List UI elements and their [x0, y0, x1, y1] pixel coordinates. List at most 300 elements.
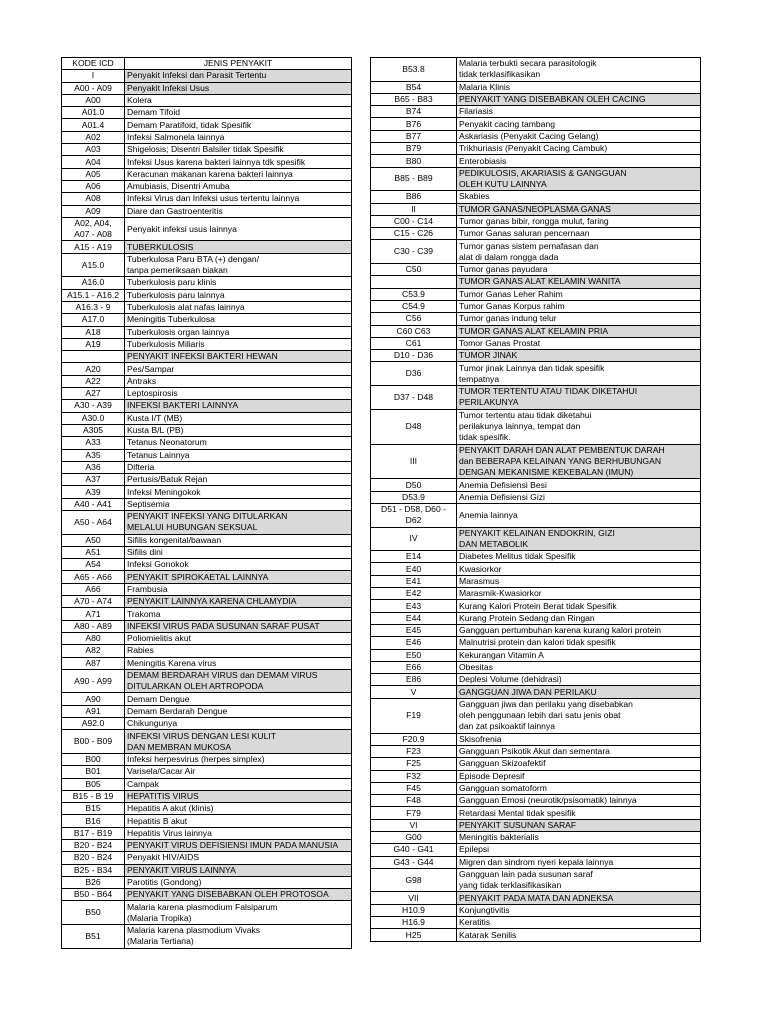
disease-name-cell: Kwasiorkor [457, 563, 701, 575]
disease-name-cell: HEPATITIS VIRUS [125, 790, 352, 802]
disease-name-cell: Diabetes Melitus tidak Spesifik [457, 551, 701, 563]
icd-code-cell: C00 - C14 [371, 215, 457, 227]
icd-code-cell: C61 [371, 337, 457, 349]
icd-code-cell: F79 [371, 807, 457, 819]
disease-name-cell: Katarak Senilis [457, 929, 701, 941]
table-row [62, 778, 352, 790]
disease-name-cell: TUMOR GANAS ALAT KELAMIN WANITA [457, 276, 701, 288]
table-row [62, 314, 352, 326]
icd-code-cell: A30.0 [62, 412, 125, 424]
table-row [62, 693, 352, 705]
section-row [62, 241, 352, 253]
disease-name-cell: Varisela/Cacar Air [125, 766, 352, 778]
icd-code-cell: A20 [62, 363, 125, 375]
disease-name-cell: PENYAKIT VIRUS LAINNYA [125, 864, 352, 876]
table-row [371, 155, 701, 167]
disease-name-cell: GANGGUAN JIWA DAN PERILAKU [457, 686, 701, 698]
section-row [371, 444, 701, 479]
table-row [62, 338, 352, 350]
icd-code-cell: A91 [62, 705, 125, 717]
icd-code-cell: B20 - B24 [62, 840, 125, 852]
disease-name-cell: PENYAKIT PADA MATA DAN ADNEKSA [457, 892, 701, 904]
icd-code-cell: G98 [371, 868, 457, 892]
disease-name-cell: PEDIKULOSIS, AKARIASIS & GANGGUAN OLEH KUTU LAINNYA [457, 167, 701, 191]
icd-code-cell: H25 [371, 929, 457, 941]
icd-code-cell: A01.0 [62, 107, 125, 119]
disease-name-cell: Gangguan lain pada susunan saraf yang tidak terklasifikasikan [457, 868, 701, 892]
table-row [62, 449, 352, 461]
icd-code-cell: B15 [62, 803, 125, 815]
icd-code-cell: A16.0 [62, 277, 125, 289]
table-row [62, 486, 352, 498]
disease-name-cell: Obesitas [457, 661, 701, 673]
table-row [371, 733, 701, 745]
disease-name-cell: Episode Depresif [457, 770, 701, 782]
icd-code-cell: A02 [62, 131, 125, 143]
table-row [371, 745, 701, 757]
icd-code-cell: A17.0 [62, 314, 125, 326]
table-row [371, 191, 701, 203]
section-row [371, 93, 701, 105]
icd-code-cell: A04 [62, 156, 125, 168]
disease-name-cell: Infeksi Gonokok [125, 559, 352, 571]
icd-code-cell: A66 [62, 583, 125, 595]
disease-name-cell: Penyakit Infeksi Usus [125, 82, 352, 94]
disease-name-cell: PENYAKIT INFEKSI BAKTERI HEWAN [125, 351, 352, 363]
icd-code-cell: A27 [62, 388, 125, 400]
disease-name-cell: Tumor jinak Lainnya dan tidak spesifik tempatnya [457, 362, 701, 386]
icd-code-cell: A50 - A64 [62, 510, 125, 534]
disease-name-cell: Tumor ganas payudara [457, 264, 701, 276]
icd-code-cell: B50 [62, 901, 125, 925]
section-row [62, 790, 352, 802]
icd-code-cell: F23 [371, 745, 457, 757]
icd-code-cell: A33 [62, 437, 125, 449]
disease-name-cell: Tumor ganas sistem pernafasan dan alat di dalam rongga dada [457, 240, 701, 264]
table-row [371, 143, 701, 155]
disease-name-cell: TUMOR GANAS/NEOPLASMA GANAS [457, 203, 701, 215]
icd-code-cell: A03 [62, 144, 125, 156]
table-row [62, 461, 352, 473]
table-row [371, 795, 701, 807]
disease-name-cell: Chikungunya [125, 718, 352, 730]
table-row [62, 583, 352, 595]
table-row [62, 412, 352, 424]
table-row [371, 917, 701, 929]
section-row [62, 351, 352, 363]
icd-code-cell: A71 [62, 608, 125, 620]
table-row [371, 362, 701, 386]
disease-name-cell: Diare dan Gastroenteritis [125, 205, 352, 217]
table-row [371, 81, 701, 93]
disease-name-cell: Marasmus [457, 575, 701, 587]
icd-code-cell: A80 [62, 632, 125, 644]
table-row [371, 868, 701, 892]
disease-name-cell: PENYAKIT YANG DISEBABKAN OLEH PROTOSOA [125, 889, 352, 901]
disease-name-cell: Filariasis [457, 106, 701, 118]
disease-name-cell: Tumor ganas bibir, rongga mulut, faring [457, 215, 701, 227]
icd-code-cell: B86 [371, 191, 457, 203]
icd-code-cell: A90 [62, 693, 125, 705]
disease-name-cell: Tuberkulosis paru klinis [125, 277, 352, 289]
section-row [62, 889, 352, 901]
icd-code-cell: A09 [62, 205, 125, 217]
disease-name-cell: Septisemia [125, 498, 352, 510]
disease-name-cell: Campak [125, 778, 352, 790]
table-row [371, 661, 701, 673]
table-row [371, 288, 701, 300]
disease-name-cell: Gangguan pertumbuhan karena kurang kalori protein [457, 624, 701, 636]
icd-code-cell: C15 - C26 [371, 228, 457, 240]
icd-code-cell: D36 [371, 362, 457, 386]
disease-name-cell: Penyakit infeksi usus lainnya [125, 217, 352, 241]
table-row [62, 546, 352, 558]
table-row [371, 588, 701, 600]
disease-name-cell: Demam Paratifoid, tidak Spesifik [125, 119, 352, 131]
disease-name-cell: Tetanus Lainnya [125, 449, 352, 461]
table-row [371, 313, 701, 325]
table-row [371, 106, 701, 118]
table-row [371, 624, 701, 636]
icd-code-cell: B17 - B19 [62, 827, 125, 839]
table-row [371, 612, 701, 624]
icd-code-cell: F45 [371, 782, 457, 794]
table-row [62, 301, 352, 313]
disease-name-cell: Deplesi Volume (dehidrasi) [457, 674, 701, 686]
icd-code-cell: A15 - A19 [62, 241, 125, 253]
disease-name-cell: Tuberkulosis Miliaris [125, 338, 352, 350]
table-row [62, 498, 352, 510]
icd-table-right [370, 57, 701, 942]
table-row [371, 551, 701, 563]
table-row [62, 156, 352, 168]
icd-code-cell: B53.8 [371, 58, 457, 82]
disease-name-cell: Poliomielitis akut [125, 632, 352, 644]
table-row [371, 264, 701, 276]
table-row [371, 929, 701, 941]
disease-name-cell: Retardasi Mental tidak spesifik [457, 807, 701, 819]
disease-name-cell: Kusta B/L (PB) [125, 424, 352, 436]
disease-name-cell: Malaria karena plasmodium Falsiparum (Malaria Tropika) [125, 901, 352, 925]
disease-name-cell: Malaria terbukti secara parasitologik tidak terklasifikasikan [457, 58, 701, 82]
table-row [62, 217, 352, 241]
section-row [62, 620, 352, 632]
disease-name-cell: Demam Dengue [125, 693, 352, 705]
disease-name-cell: Tumor tertentu atau tidak diketahui perilakunya lainnya, tempat dan tidak spesifik. [457, 409, 701, 444]
table-row [62, 168, 352, 180]
disease-name-cell: TUMOR GANAS ALAT KELAMIN PRIA [457, 325, 701, 337]
icd-code-cell: B20 - B24 [62, 852, 125, 864]
icd-code-cell: G40 - G41 [371, 844, 457, 856]
section-row [371, 892, 701, 904]
table-row [62, 901, 352, 925]
table-row [371, 674, 701, 686]
icd-code-cell: D37 - D48 [371, 386, 457, 410]
table-row [62, 94, 352, 106]
disease-name-cell: Demam Tifoid [125, 107, 352, 119]
icd-code-cell: C56 [371, 313, 457, 325]
icd-code-cell: E86 [371, 674, 457, 686]
section-row [62, 400, 352, 412]
icd-code-cell: A39 [62, 486, 125, 498]
table-row [62, 753, 352, 765]
disease-name-cell: Tumor Ganas Korpus rahim [457, 300, 701, 312]
disease-name-cell: Kurang Protein Sedang dan Ringan [457, 612, 701, 624]
table-row [371, 409, 701, 444]
disease-name-cell: Anemia lainnya [457, 503, 701, 527]
icd-code-cell: B00 - B09 [62, 730, 125, 754]
icd-code-cell: B77 [371, 130, 457, 142]
disease-name-cell: PENYAKIT YANG DISEBABKAN OLEH CACING [457, 93, 701, 105]
icd-code-cell: E50 [371, 649, 457, 661]
disease-name-cell: Gangguan Skizoafektif [457, 758, 701, 770]
icd-code-cell: F25 [371, 758, 457, 770]
section-row [62, 82, 352, 94]
icd-code-cell: B16 [62, 815, 125, 827]
disease-name-cell: Meningitis Tuberkulosa [125, 314, 352, 326]
table-row [62, 131, 352, 143]
icd-code-cell: F20.9 [371, 733, 457, 745]
table-row [371, 130, 701, 142]
disease-name-cell: PENYAKIT VIRUS DEFISIENSI IMUN PADA MANUSIA [125, 840, 352, 852]
section-row [371, 203, 701, 215]
icd-code-cell: A00 - A09 [62, 82, 125, 94]
table-row [62, 375, 352, 387]
icd-code-cell: B50 - B64 [62, 889, 125, 901]
section-row [371, 350, 701, 362]
disease-name-cell: Tomor Ganas Prostat [457, 337, 701, 349]
disease-name-cell: Shigelosis; Disentri Balsiler tidak Spesifik [125, 144, 352, 156]
section-row [62, 70, 352, 82]
disease-name-cell: TUMOR JINAK [457, 350, 701, 362]
disease-name-cell: Trikhuriasis (Penyakit Cacing Cambuk) [457, 143, 701, 155]
table-row [371, 337, 701, 349]
table-row [62, 803, 352, 815]
table-row [62, 657, 352, 669]
table-row [371, 575, 701, 587]
table-row [62, 180, 352, 192]
icd-code-cell: A35 [62, 449, 125, 461]
icd-code-cell: A92.0 [62, 718, 125, 730]
table-row [371, 491, 701, 503]
disease-name-cell: Sifilis dini [125, 546, 352, 558]
section-row [62, 864, 352, 876]
icd-code-cell: A70 - A74 [62, 596, 125, 608]
table-row [62, 705, 352, 717]
disease-name-cell: Antraks [125, 375, 352, 387]
disease-name-cell: Amubiasis, Disentri Amuba [125, 180, 352, 192]
icd-code-cell: B65 - B83 [371, 93, 457, 105]
table-row [62, 119, 352, 131]
table-row [371, 300, 701, 312]
disease-name-cell: Keracunan makanan karena bakteri lainnya [125, 168, 352, 180]
disease-name-cell: Malaria Klinis [457, 81, 701, 93]
table-row [62, 608, 352, 620]
table-header-row [62, 58, 352, 70]
disease-name-cell: Meningitis bakterialis [457, 832, 701, 844]
table-row [371, 807, 701, 819]
disease-name-cell: Infeksi herpesvirus (herpes simplex) [125, 753, 352, 765]
icd-code-cell: A90 - A99 [62, 669, 125, 693]
disease-name-cell: Gangguan somatoform [457, 782, 701, 794]
icd-code-cell: A18 [62, 326, 125, 338]
table-row [62, 253, 352, 277]
icd-code-cell: B51 [62, 925, 125, 949]
table-row [62, 766, 352, 778]
table-row [62, 205, 352, 217]
disease-name-cell: Penyakit HIV/AIDS [125, 852, 352, 864]
icd-code-cell [62, 351, 125, 363]
disease-name-cell: Infeksi Salmonela lainnya [125, 131, 352, 143]
disease-name-cell: Skisofrenia [457, 733, 701, 745]
table-row [62, 827, 352, 839]
section-row [62, 730, 352, 754]
table-row [62, 852, 352, 864]
icd-code-cell: A36 [62, 461, 125, 473]
section-row [371, 276, 701, 288]
table-row [62, 925, 352, 949]
icd-code-cell: H10.9 [371, 904, 457, 916]
table-row [62, 534, 352, 546]
table-row [371, 782, 701, 794]
icd-code-cell: IV [371, 527, 457, 551]
icd-code-cell: A87 [62, 657, 125, 669]
section-row [62, 669, 352, 693]
disease-name-cell: Malaria karena plasmodium Vivaks (Malaria Tertiana) [125, 925, 352, 949]
table-row [62, 718, 352, 730]
icd-code-cell: D51 - D58, D60 - D62 [371, 503, 457, 527]
icd-code-cell: A54 [62, 559, 125, 571]
icd-code-cell [371, 276, 457, 288]
icd-code-cell: E46 [371, 637, 457, 649]
table-row [371, 649, 701, 661]
disease-name-cell: Hepatitis Virus lainnya [125, 827, 352, 839]
disease-name-cell: Parotitis (Gondong) [125, 876, 352, 888]
disease-name-cell: Pes/Sampar [125, 363, 352, 375]
disease-name-cell: Kusta I/T (MB) [125, 412, 352, 424]
icd-code-cell: B85 - B89 [371, 167, 457, 191]
section-row [62, 840, 352, 852]
table-row [62, 363, 352, 375]
icd-code-cell: V [371, 686, 457, 698]
table-row [371, 637, 701, 649]
icd-table-left [61, 57, 352, 949]
table-row [62, 326, 352, 338]
icd-code-cell: G00 [371, 832, 457, 844]
icd-code-cell: A05 [62, 168, 125, 180]
disease-name-cell: Meningitis Karena virus [125, 657, 352, 669]
disease-name-cell: Konjungtivitis [457, 904, 701, 916]
icd-code-cell: I [62, 70, 125, 82]
disease-name-cell: Rabies [125, 645, 352, 657]
disease-name-cell: Demam Berdarah Dengue [125, 705, 352, 717]
disease-name-cell: Tuberkulosa Paru BTA (+) dengan/ tanpa pemeriksaan biakan [125, 253, 352, 277]
disease-name-cell: PENYAKIT LAINNYA KARENA CHLAMYDIA [125, 596, 352, 608]
disease-name-cell: Kolera [125, 94, 352, 106]
table-row [371, 58, 701, 82]
icd-code-cell: E42 [371, 588, 457, 600]
icd-code-cell: A37 [62, 474, 125, 486]
section-row [62, 510, 352, 534]
table-row [62, 632, 352, 644]
table-row [62, 107, 352, 119]
disease-name-cell: Gangguan jiwa dan perilaku yang disebabkan oleh penggunaan lebih dari satu jenis obat dan zat psikoaktif lainnya [457, 698, 701, 733]
icd-code-cell: A51 [62, 546, 125, 558]
icd-code-cell: II [371, 203, 457, 215]
icd-code-cell: F32 [371, 770, 457, 782]
icd-code-cell: A16.3 - 9 [62, 301, 125, 313]
icd-code-cell: A65 - A66 [62, 571, 125, 583]
icd-code-cell: E43 [371, 600, 457, 612]
icd-code-cell: A305 [62, 424, 125, 436]
header-code: KODE ICD [62, 58, 125, 70]
icd-code-cell: H16.9 [371, 917, 457, 929]
icd-code-cell: B00 [62, 753, 125, 765]
disease-name-cell: Epilepsi [457, 844, 701, 856]
disease-name-cell: Anemia Defisiensi Besi [457, 479, 701, 491]
disease-name-cell: Keratitis [457, 917, 701, 929]
disease-name-cell: Tumor ganas indung telur [457, 313, 701, 325]
table-row [62, 388, 352, 400]
icd-code-cell: A08 [62, 193, 125, 205]
icd-code-cell: B54 [371, 81, 457, 93]
table-row [62, 474, 352, 486]
disease-name-cell: Anemia Defisiensi Gizi [457, 491, 701, 503]
table-row [62, 289, 352, 301]
table-row [62, 193, 352, 205]
icd-code-cell: B79 [371, 143, 457, 155]
icd-code-cell: A22 [62, 375, 125, 387]
table-row [371, 698, 701, 733]
icd-code-cell: C30 - C39 [371, 240, 457, 264]
section-row [371, 686, 701, 698]
table-row [62, 437, 352, 449]
disease-name-cell: TUMOR TERTENTU ATAU TIDAK DIKETAHUI PERILAKUNYA [457, 386, 701, 410]
disease-name-cell: Infeksi Virus dan Infeksi usus tertentu lainnya [125, 193, 352, 205]
icd-code-cell: B05 [62, 778, 125, 790]
icd-code-cell: A15.0 [62, 253, 125, 277]
disease-name-cell: Marasmik-Kwasiorkor [457, 588, 701, 600]
section-row [62, 596, 352, 608]
disease-name-cell: Penyakit Infeksi dan Parasit Tertentu [125, 70, 352, 82]
icd-code-cell: VII [371, 892, 457, 904]
disease-name-cell: Difteria [125, 461, 352, 473]
disease-name-cell: Penyakit cacing tambang [457, 118, 701, 130]
icd-code-cell: B15 - B 19 [62, 790, 125, 802]
table-row [371, 503, 701, 527]
disease-name-cell: Kekurangan Vitamin A [457, 649, 701, 661]
icd-code-cell: E41 [371, 575, 457, 587]
table-row [62, 645, 352, 657]
section-row [62, 571, 352, 583]
icd-code-cell: B74 [371, 106, 457, 118]
disease-name-cell: Malnutrisi protein dan kalori tidak spesifik [457, 637, 701, 649]
disease-name-cell: INFEKSI VIRUS PADA SUSUNAN SARAF PUSAT [125, 620, 352, 632]
table-row [62, 815, 352, 827]
icd-code-cell: E45 [371, 624, 457, 636]
disease-name-cell: Kurang Kalori Protein Berat tidak Spesifik [457, 600, 701, 612]
disease-name-cell: Pertusis/Batuk Rejan [125, 474, 352, 486]
disease-name-cell: Hepatitis B akut [125, 815, 352, 827]
disease-name-cell: Frambusia [125, 583, 352, 595]
icd-code-cell: C50 [371, 264, 457, 276]
disease-name-cell: Askariasis (Penyakit Cacing Gelang) [457, 130, 701, 142]
icd-code-cell: A80 - A89 [62, 620, 125, 632]
section-row [371, 527, 701, 551]
icd-code-cell: E40 [371, 563, 457, 575]
icd-code-cell: D48 [371, 409, 457, 444]
disease-name-cell: Sifilis kongenital/bawaan [125, 534, 352, 546]
